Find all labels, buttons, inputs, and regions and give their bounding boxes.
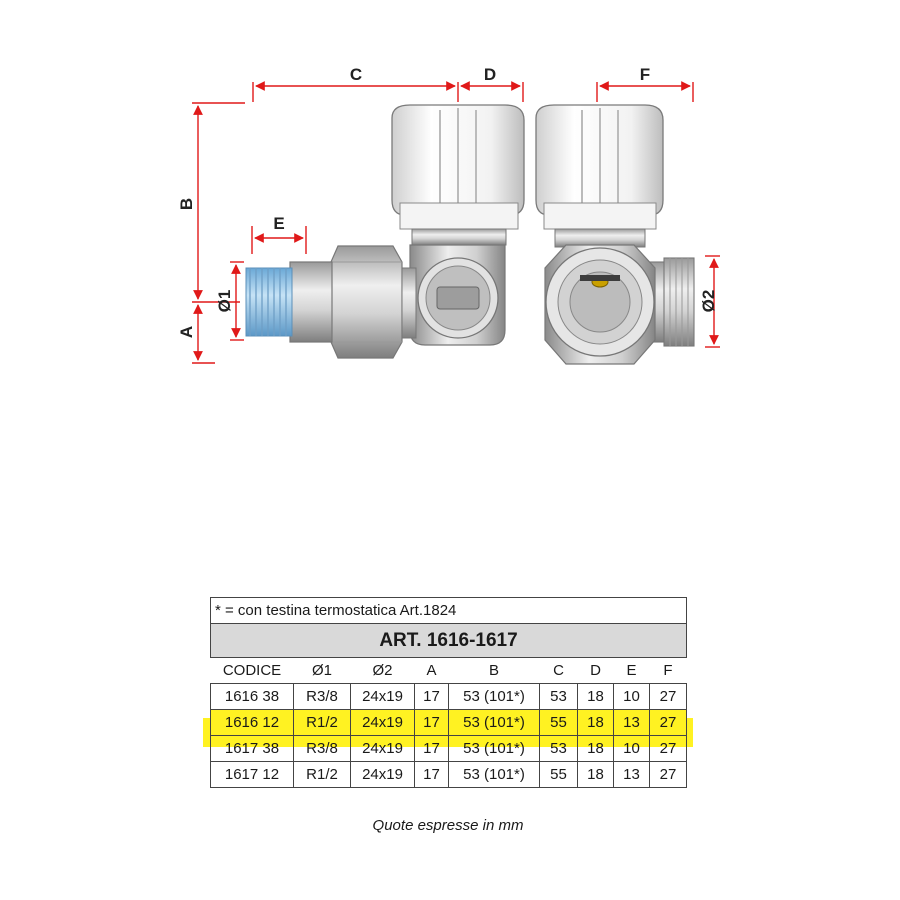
table-cell: 24x19 [351, 684, 415, 710]
table-cell: 53 (101*) [449, 684, 540, 710]
table-cell: 1617 38 [211, 736, 294, 762]
threaded-end [246, 268, 292, 336]
union-nut [331, 246, 402, 358]
table-cell: 27 [650, 710, 687, 736]
table-row [211, 762, 687, 788]
table-title: ART. 1616-1617 [211, 624, 687, 658]
table-cell: 1616 12 [211, 710, 294, 736]
col-header-codice: CODICE [211, 658, 294, 684]
table-cell: 10 [614, 736, 650, 762]
table-cell: 27 [650, 684, 687, 710]
table-cell: 17 [415, 710, 449, 736]
dim-label-b: B [177, 197, 196, 211]
table-cell: 53 (101*) [449, 762, 540, 788]
dim-label-a: A [177, 325, 196, 339]
table-cell: R3/8 [294, 736, 351, 762]
dim-label-e: E [273, 214, 285, 233]
col-header-phi2: Ø2 [351, 658, 415, 684]
col-header-d: D [578, 658, 614, 684]
table-cell: 24x19 [351, 762, 415, 788]
table-cell: 27 [650, 736, 687, 762]
table-cell: 17 [415, 684, 449, 710]
table-row [211, 684, 687, 710]
table-cell: 55 [540, 762, 578, 788]
table-cell: 53 (101*) [449, 710, 540, 736]
table-cell: 53 (101*) [449, 736, 540, 762]
table-cell: 18 [578, 684, 614, 710]
dim-label-phi2: Ø2 [699, 289, 718, 313]
dim-label-f: F [639, 65, 651, 84]
col-header-f: F [650, 658, 687, 684]
table-cell: 17 [415, 762, 449, 788]
valve-front-view [536, 105, 694, 364]
valve-side-view [246, 105, 524, 358]
footer-note: Quote espresse in mm [372, 817, 524, 834]
table-cell: 55 [540, 710, 578, 736]
table-note: * = con testina termostatica Art.1824 [211, 598, 687, 624]
table-cell: 17 [415, 736, 449, 762]
table-row [211, 736, 687, 762]
table-cell: 53 [540, 736, 578, 762]
table-cell: 18 [578, 762, 614, 788]
table-cell: 53 [540, 684, 578, 710]
table-cell: 18 [578, 710, 614, 736]
table-cell: 1616 38 [211, 684, 294, 710]
table-cell: R1/2 [294, 762, 351, 788]
table-cell: 13 [614, 710, 650, 736]
table-cell: 1617 12 [211, 762, 294, 788]
table-cell: R3/8 [294, 684, 351, 710]
col-header-e: E [614, 658, 650, 684]
table-cell: 13 [614, 762, 650, 788]
table-cell: 27 [650, 762, 687, 788]
table-cell: 10 [614, 684, 650, 710]
table-cell: 18 [578, 736, 614, 762]
table-cell: 24x19 [351, 736, 415, 762]
table-header-row [211, 658, 687, 684]
col-header-b: B [449, 658, 540, 684]
table-cell: R1/2 [294, 710, 351, 736]
col-header-a: A [415, 658, 449, 684]
dim-label-phi1: Ø1 [215, 289, 234, 313]
spec-table [210, 597, 687, 788]
col-header-c: C [540, 658, 578, 684]
dim-label-c: C [349, 65, 363, 84]
table-row-highlighted [211, 710, 687, 736]
col-header-phi1: Ø1 [294, 658, 351, 684]
dim-label-d: D [483, 65, 497, 84]
table-cell: 24x19 [351, 710, 415, 736]
